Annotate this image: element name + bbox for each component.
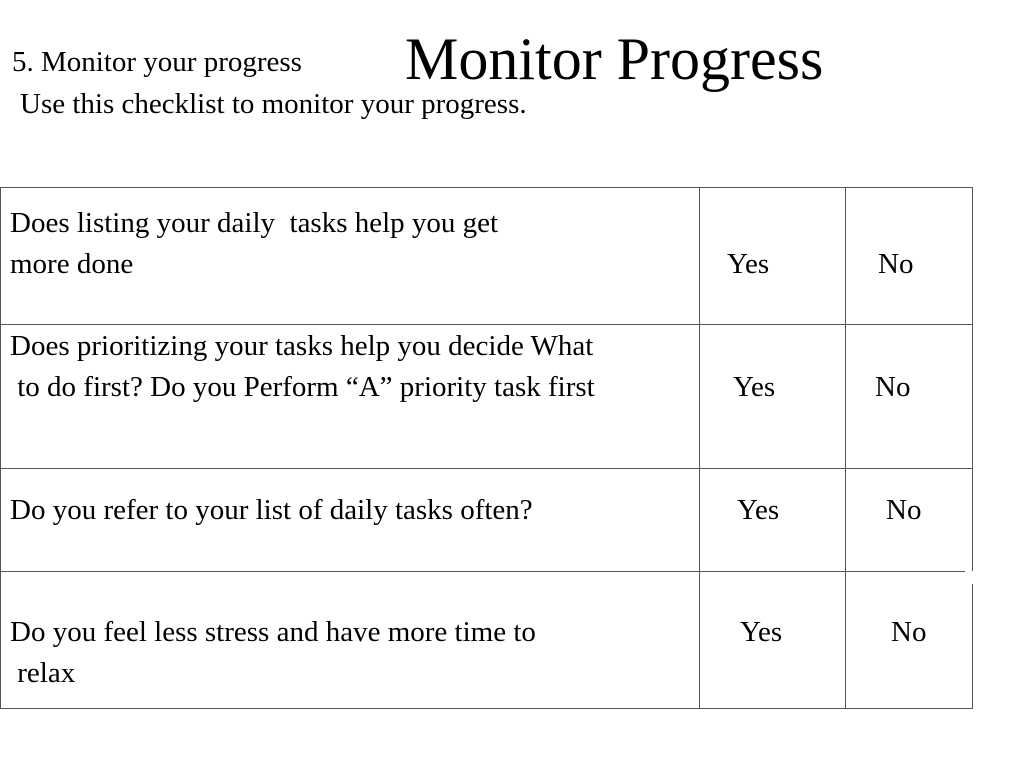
answer-no[interactable]: No (878, 248, 914, 280)
question-line: to do first? Do you Perform “A” priority task first (10, 371, 595, 403)
question-line: more done (10, 248, 134, 280)
question-line: Does prioritizing your tasks help you decide What (10, 330, 594, 362)
question-line: Do you refer to your list of daily tasks often? (10, 494, 533, 526)
checklist-row (0, 468, 973, 571)
answer-yes[interactable]: Yes (740, 616, 783, 648)
answer-no[interactable]: No (891, 616, 927, 648)
progress-checklist-table (0, 187, 973, 709)
instruction-text: Use this checklist to monitor your progress. (20, 88, 527, 120)
checklist-row (0, 187, 973, 324)
step-label: 5. Monitor your progress (12, 46, 302, 78)
checklist-row (0, 324, 973, 468)
answer-no[interactable]: No (875, 371, 911, 403)
checklist-row (0, 571, 973, 708)
table-border-bottom (0, 708, 973, 709)
question-line: Do you feel less stress and have more time to (10, 616, 536, 648)
answer-yes[interactable]: Yes (727, 248, 770, 280)
slide-title: Monitor Progress (405, 26, 824, 92)
answer-yes[interactable]: Yes (733, 371, 776, 403)
question-line: relax (10, 657, 76, 689)
question-line: Does listing your daily tasks help you get (10, 207, 499, 239)
answer-no[interactable]: No (886, 494, 922, 526)
answer-yes[interactable]: Yes (737, 494, 780, 526)
